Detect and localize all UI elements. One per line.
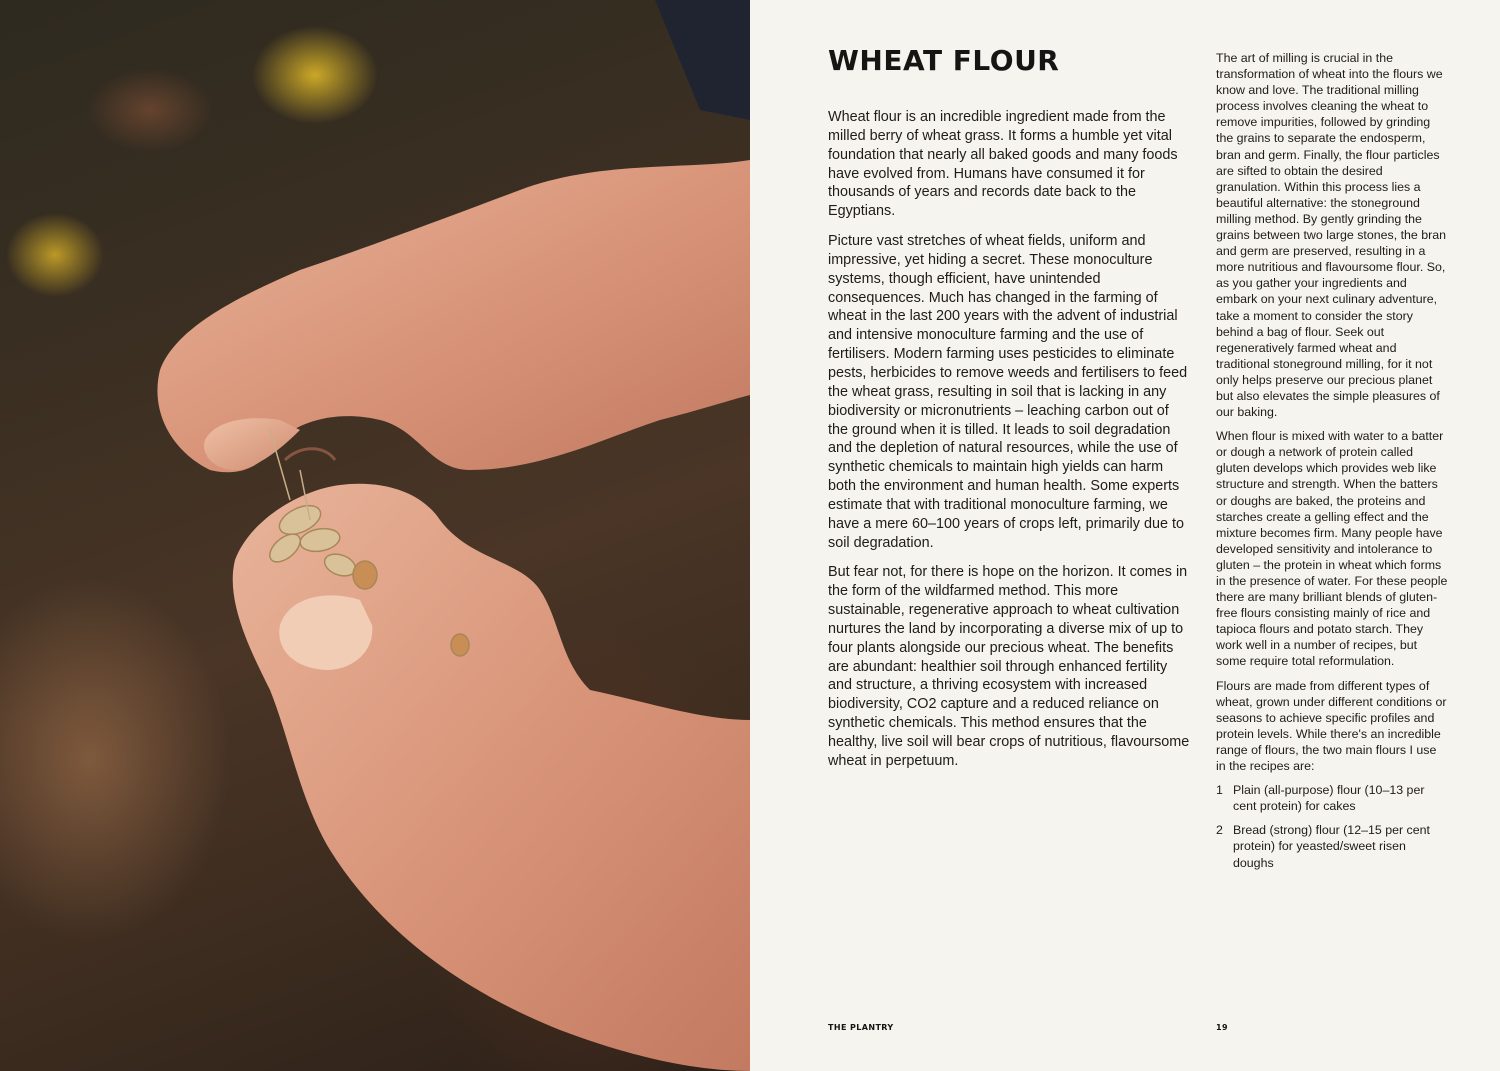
list-item-number: 1 [1216, 783, 1223, 798]
footer-page-number: 19 [1216, 1023, 1228, 1032]
list-item [1216, 822, 1448, 870]
list-item [1216, 782, 1448, 814]
side-column [1216, 50, 1448, 879]
footer-book-title: THE PLANTRY [828, 1023, 894, 1032]
main-column [828, 108, 1190, 782]
main-paragraph: Picture vast stretches of wheat fields, uniform and impressive, yet hiding a secret. These monoculture systems, though efficient, have unintended consequences. Much has changed in the farming of wheat in the last 200 years with the advent of industrial and intensive monoculture farming and the use of fertilisers. Modern farming uses pesticides to eliminate pests, herbicides to remove weeds and fertilisers to feed the wheat grass, resulting in soil that is lacking in any biodiversity or micronutrients – leaching carbon out of the ground when it is tilled. It leads to soil degradation and the depletion of natural resources, while the use of synthetic chemicals to maintain high yields can harm both the environment and human health. Some experts estimate that with traditional monoculture farming, we have a mere 60–100 years of crops left, primarily due to soil degradation. [828, 233, 1188, 551]
page-title: WHEAT FLOUR [828, 44, 1060, 77]
main-paragraph: Wheat flour is an incredible ingredient made from the milled berry of wheat grass. It forms a humble yet vital foundation that nearly all baked goods and many foods have evolved from. Humans have consumed it for thousands of years and records date back to the Egyptians. [828, 109, 1178, 220]
list-item-text: Bread (strong) flour (12–15 per cent protein) for yeasted/sweet risen doughs [1233, 823, 1430, 870]
main-paragraph: But fear not, for there is hope on the horizon. It comes in the form of the wildfarmed method. This more sustainable, regenerative approach to wheat cultivation nurtures the land by incorporating a diverse mix of up to four plants alongside our precious wheat. The benefits are abundant: healthier soil through enhanced fertility and structure, a thriving ecosystem with increased biodiversity, CO2 capture and a reduced reliance on synthetic chemicals. This method ensures that the healthy, live soil will bear crops of nutritious, flavoursome wheat in perpetuum. [828, 564, 1190, 769]
side-paragraph: When flour is mixed with water to a batter or dough a network of protein called gluten develops which provides web like structure and strength. When the batters or doughs are baked, the proteins and starches create a gelling effect and the mixture becomes firm. Many people have developed sensitivity and intolerance to gluten – the protein in wheat which forms in the presence of water. For these people there are many brilliant blends of gluten-free flours consisting mainly of rice and tapioca flours and potato starch. They work well in a number of recipes, but some require total reformulation. [1216, 429, 1448, 669]
list-item-text: Plain (all-purpose) flour (10–13 per cent protein) for cakes [1233, 783, 1425, 814]
side-paragraph: Flours are made from different types of wheat, grown under different conditions or seasons to achieve specific profiles and protein levels. While there's an incredible range of flours, the two main flours I use in the recipes are: [1216, 678, 1447, 774]
flour-list [1216, 782, 1448, 870]
side-paragraph: The art of milling is crucial in the transformation of wheat into the flours we know and love. The traditional milling process involves cleaning the wheat to remove impurities, followed by grinding the grains to separate the endosperm, bran and germ. Finally, the flour particles are sifted to obtain the desired granulation. Within this process lies a beautiful alternative: the stoneground milling method. By gently grinding the grains between two large stones, the bran and germ are preserved, resulting in a more nutritious and flavoursome flour. So, as you gather your ingredients and embark on your next culinary adventure, take a moment to consider the story behind a bag of flour. Seek out regeneratively farmed wheat and traditional stoneground milling, for it not only helps preserve our precious planet but also elevates the simple pleasures of our baking. [1216, 51, 1447, 420]
list-item-number: 2 [1216, 823, 1223, 838]
